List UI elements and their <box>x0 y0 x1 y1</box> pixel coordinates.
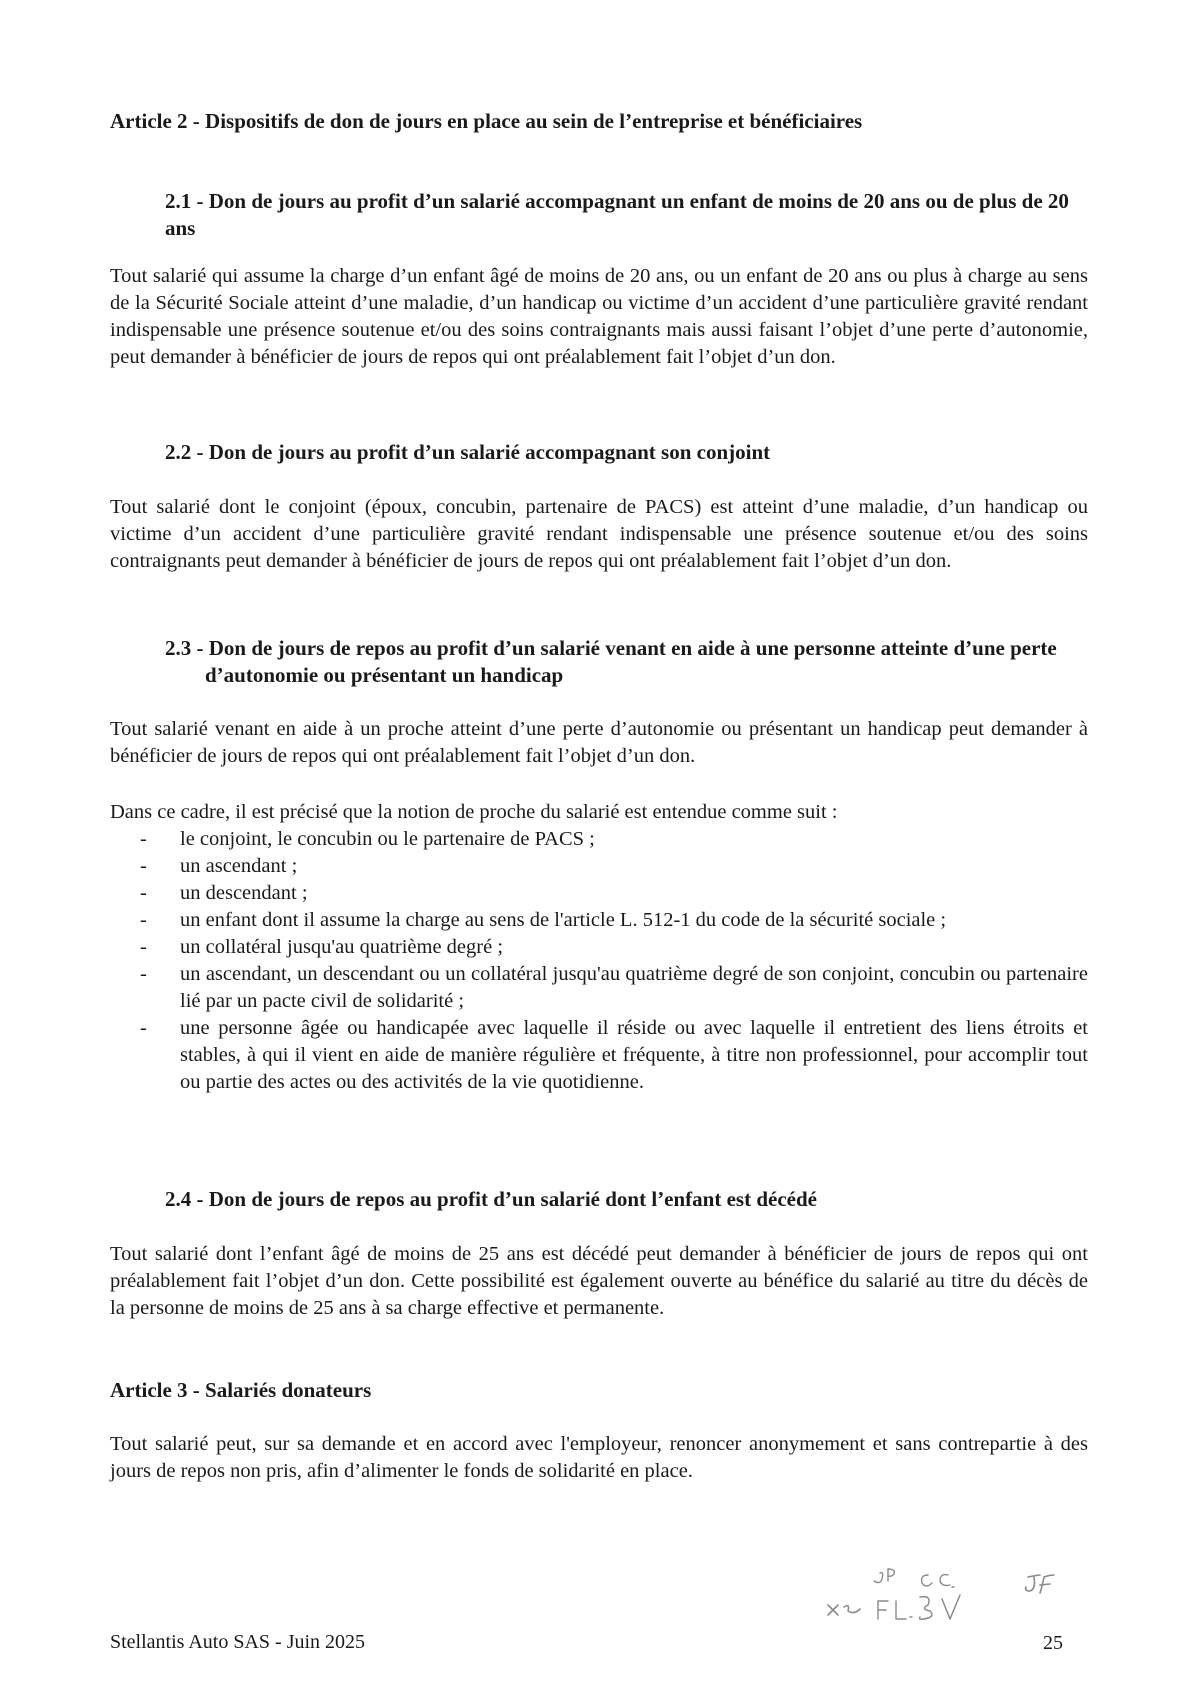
list-item: - un ascendant ; <box>110 853 1088 880</box>
list-dash: - <box>140 963 147 985</box>
section-2-2-title: 2.2 - Don de jours au profit d’un salarié accompagnant son conjoint <box>165 440 771 464</box>
section-2-1-title: 2.1 - Don de jours au profit d’un salarié accompagnant un enfant de moins de 20 ans ou de plus de 20 ans <box>165 189 1069 240</box>
list-dash: - <box>140 828 147 850</box>
initials-xl <box>828 1605 860 1615</box>
article-2-title: Article 2 - Dispositifs de don de jours en place au sein de l’entreprise et bénéficiaires <box>110 109 863 133</box>
initials-jp <box>874 1569 894 1583</box>
list-item: - une personne âgée ou handicapée avec laquelle il réside ou avec laquelle il entretient des liens étroits et stables, à qui il vient en aide de manière régulière et fréquente, à titre non professionnel, pour accomplir tout ou partie des actes ou des activités de la vie quotidienne. <box>140 1017 1088 1093</box>
handwritten-initials <box>820 1565 1070 1635</box>
proche-list <box>110 826 1088 1096</box>
footer-company: Stellantis Auto SAS - Juin 2025 <box>110 1631 366 1653</box>
initials-jf <box>1026 1575 1055 1593</box>
initials-bv <box>920 1595 961 1619</box>
section-2-3-title: 2.3 - Don de jours de repos au profit d’un salarié venant en aide à une personne atteinte d’une perte d’autonomie ou présentant un handicap <box>165 636 1057 687</box>
list-item: - un descendant ; <box>110 880 1088 907</box>
list-item: - un collatéral jusqu'au quatrième degré ; <box>110 934 1088 961</box>
list-item: - un ascendant, un descendant ou un collatéral jusqu'au quatrième degré de son conjoint, concubin ou partenaire lié par un pacte civil de solidarité ; <box>140 963 1088 1012</box>
list-dash: - <box>140 882 147 904</box>
section-2-3-intro: Dans ce cadre, il est précisé que la notion de proche du salarié est entendue comme suit : <box>110 801 838 823</box>
list-item: - un enfant dont il assume la charge au sens de l'article L. 512-1 du code de la sécurité sociale ; <box>110 907 1088 934</box>
list-dash: - <box>140 1017 147 1039</box>
initials-oc <box>922 1575 954 1587</box>
section-2-4-body: Tout salarié dont l’enfant âgé de moins de 25 ans est décédé peut demander à bénéficier de jours de repos qui ont préalablement fait l’objet d’un don. Cette possibilité est également ouverte au bénéfice du salarié au titre du décès de la personne de moins de 25 ans à sa charge effective et permanente. <box>110 1243 1088 1319</box>
section-2-4-title: 2.4 - Don de jours de repos au profit d’un salarié dont l’enfant est décédé <box>165 1187 817 1211</box>
initials-fl <box>878 1601 912 1619</box>
article-3-title: Article 3 - Salariés donateurs <box>110 1378 372 1402</box>
list-dash: - <box>140 936 147 958</box>
list-dash: - <box>140 909 147 931</box>
article-3-body: Tout salarié peut, sur sa demande et en accord avec l'employeur, renoncer anonymement et sans contrepartie à des jours de repos non pris, afin d’alimenter le fonds de solidarité en place. <box>110 1433 1088 1482</box>
list-dash: - <box>140 855 147 877</box>
list-item: - le conjoint, le concubin ou le partenaire de PACS ; <box>110 826 1088 853</box>
section-2-3-body: Tout salarié venant en aide à un proche atteint d’une perte d’autonomie ou présentant un handicap peut demander à bénéficier de jours de repos qui ont préalablement fait l’objet d’un don. <box>110 718 1088 767</box>
page-number: 25 <box>1043 1632 1063 1654</box>
section-2-2-body: Tout salarié dont le conjoint (époux, concubin, partenaire de PACS) est atteint d’une maladie, d’un handicap ou victime d’un accident d’une particulière gravité rendant indispensable une présence soutenue et/ou des soins contraignants peut demander à bénéficier de jours de repos qui ont préalablement fait l’objet d’un don. <box>110 496 1088 572</box>
section-2-1-body: Tout salarié qui assume la charge d’un enfant âgé de moins de 20 ans, ou un enfant de 20 ans ou plus à charge au sens de la Sécurité Sociale atteint d’une maladie, d’un handicap ou victime d’un accident d’une particulière gravité rendant indispensable une présence soutenue et/ou des soins contraignants mais aussi faisant l’objet d’une perte d’autonomie, peut demander à bénéficier de jours de repos qui ont préalablement fait l’objet d’un don. <box>110 265 1088 368</box>
